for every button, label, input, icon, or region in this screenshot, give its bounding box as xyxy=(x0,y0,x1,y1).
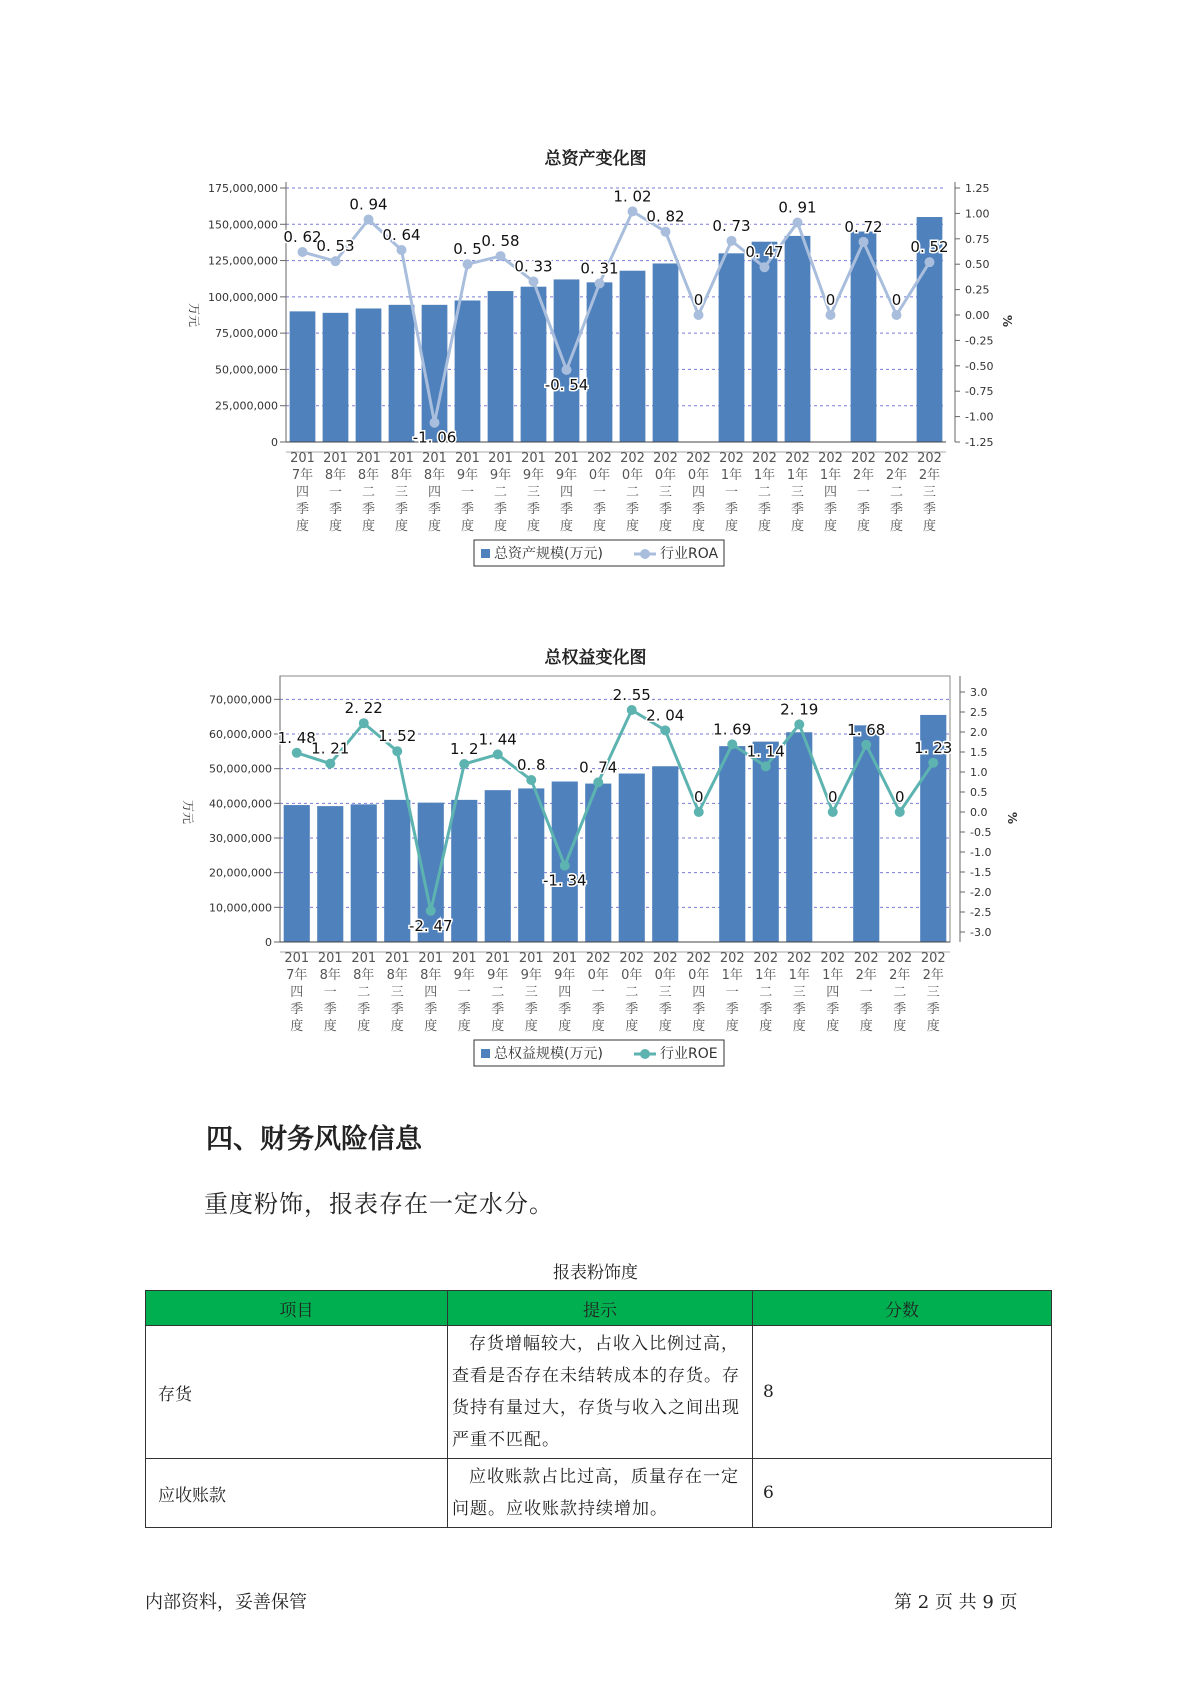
header-hint: 提示 xyxy=(448,1291,753,1326)
bar xyxy=(455,300,481,442)
right-tick-label: 0.50 xyxy=(965,258,990,272)
right-tick-label: 2.5 xyxy=(970,706,988,719)
data-label: 1. 02 xyxy=(613,187,652,206)
row-score: 8 xyxy=(753,1326,1052,1459)
line-point xyxy=(925,257,935,267)
data-label: 0. 73 xyxy=(712,216,751,235)
table-row xyxy=(146,1326,1052,1459)
left-tick-label: 50,000,000 xyxy=(215,363,278,377)
right-tick-label: -1.25 xyxy=(965,436,994,449)
right-tick-label: -1.00 xyxy=(965,410,994,424)
category-label: 201 8年四季度 xyxy=(418,951,444,1034)
data-label: 0 xyxy=(693,788,704,806)
line-point xyxy=(526,775,536,785)
line-point xyxy=(595,279,605,289)
legend-line-marker xyxy=(640,549,650,559)
bar xyxy=(356,308,382,442)
row-hint: 存货增幅较大，占收入比例过高，查看是否存在未结转成本的存货。存货持有量过大，存货与收入之间出现严重不匹配。 xyxy=(448,1326,753,1459)
data-label: 0. 74 xyxy=(579,758,618,777)
risk-summary: 重度粉饰，报表存在一定水分。 xyxy=(204,1190,554,1218)
data-label: 2. 22 xyxy=(344,699,383,718)
category-label: 202 0年三季度 xyxy=(652,951,678,1034)
right-tick-label: -2.5 xyxy=(970,906,992,919)
legend-line-marker xyxy=(640,1049,650,1059)
bar xyxy=(317,806,343,942)
right-tick-label: 0.25 xyxy=(965,283,990,297)
category-label: 201 9年三季度 xyxy=(521,451,546,534)
bar xyxy=(653,263,679,442)
category-label: 201 9年三季度 xyxy=(518,951,544,1034)
data-label: 2. 19 xyxy=(780,700,819,719)
data-label: 0. 62 xyxy=(283,228,322,247)
line-point xyxy=(793,218,803,228)
right-tick-label: -0.75 xyxy=(965,385,994,399)
data-label: 1. 14 xyxy=(746,742,785,761)
row-item: 应收账款 xyxy=(146,1459,448,1528)
category-label: 201 8年二季度 xyxy=(351,951,377,1034)
right-tick-label: 1.5 xyxy=(970,746,988,759)
row-score: 6 xyxy=(753,1459,1052,1528)
left-tick-label: 40,000,000 xyxy=(209,797,272,811)
bar xyxy=(719,253,745,442)
category-label: 202 2年二季度 xyxy=(887,951,913,1034)
data-label: 1. 69 xyxy=(713,720,752,739)
category-label: 202 1年四季度 xyxy=(820,951,846,1034)
data-label: 1. 23 xyxy=(914,738,953,757)
data-label: 0. 8 xyxy=(516,756,546,774)
category-label: 201 9年一季度 xyxy=(451,951,477,1034)
bar xyxy=(290,311,316,442)
legend-line-label: 行业ROA xyxy=(660,546,719,562)
left-tick-label: 0 xyxy=(271,436,278,449)
data-label: -0. 54 xyxy=(544,375,589,394)
legend-bar-swatch xyxy=(481,549,490,558)
data-label: 0. 5 xyxy=(453,240,482,259)
data-label: 0 xyxy=(693,291,704,309)
line-point xyxy=(397,245,407,255)
header-score: 分数 xyxy=(753,1291,1052,1326)
bar xyxy=(518,788,544,942)
data-label: 0. 33 xyxy=(514,257,553,276)
category-label: 202 1年二季度 xyxy=(752,451,777,534)
section-heading: 四、财务风险信息 xyxy=(206,1124,422,1155)
data-label: 0. 52 xyxy=(910,238,949,257)
data-label: 0 xyxy=(894,788,905,806)
line-point xyxy=(496,251,506,261)
right-tick-label: -1.0 xyxy=(970,846,992,859)
category-label: 201 8年三季度 xyxy=(389,451,414,534)
data-label: 0. 64 xyxy=(382,225,421,244)
bar xyxy=(351,804,377,942)
category-label: 202 2年二季度 xyxy=(884,451,909,534)
left-tick-label: 125,000,000 xyxy=(208,254,278,268)
line-point xyxy=(660,725,670,735)
left-tick-label: 175,000,000 xyxy=(208,182,278,195)
line-point xyxy=(895,807,905,817)
category-label: 201 8年三季度 xyxy=(384,951,410,1034)
category-label: 202 2年三季度 xyxy=(920,951,946,1034)
line-point xyxy=(861,740,871,750)
data-label: -1. 06 xyxy=(412,428,457,447)
legend-bar-swatch xyxy=(481,1049,490,1058)
category-label: 202 1年三季度 xyxy=(786,951,812,1034)
data-label: 0 xyxy=(891,291,902,309)
table-header-row xyxy=(146,1291,1052,1326)
line-point xyxy=(463,259,473,269)
right-tick-label: 1.25 xyxy=(965,182,990,195)
category-label: 202 0年三季度 xyxy=(653,451,678,534)
line-point xyxy=(727,739,737,749)
line-point xyxy=(325,759,335,769)
right-tick-label: 2.0 xyxy=(970,726,988,739)
table-caption: 报表粉饰度 xyxy=(553,1263,638,1283)
category-label: 202 2年一季度 xyxy=(853,951,879,1034)
bar xyxy=(384,800,410,942)
data-label: 0 xyxy=(825,291,836,309)
right-tick-label: 0.5 xyxy=(970,786,988,799)
category-label: 201 9年一季度 xyxy=(455,451,480,534)
line-point xyxy=(760,262,770,272)
line-point xyxy=(292,748,302,758)
category-label: 201 9年四季度 xyxy=(552,951,578,1034)
bar xyxy=(389,305,415,442)
line-point xyxy=(426,906,436,916)
category-label: 202 0年二季度 xyxy=(619,951,645,1034)
line-point xyxy=(593,777,603,787)
line-point xyxy=(560,861,570,871)
bar xyxy=(753,742,779,942)
line-point xyxy=(928,758,938,768)
line-point xyxy=(529,276,539,286)
category-label: 202 0年一季度 xyxy=(585,951,611,1034)
legend-bar-label: 总权益规模(万元) xyxy=(494,1046,603,1062)
right-tick-label: -2.0 xyxy=(970,886,992,899)
bar xyxy=(785,236,811,442)
line-point xyxy=(892,310,902,320)
category-label: 201 9年四季度 xyxy=(554,451,579,534)
line-point xyxy=(859,237,869,247)
left-tick-label: 25,000,000 xyxy=(215,399,278,413)
data-label: 0. 31 xyxy=(580,259,619,278)
right-axis-label: % xyxy=(1000,315,1014,328)
line-point xyxy=(727,236,737,246)
line-point xyxy=(694,807,704,817)
row-item: 存货 xyxy=(146,1326,448,1459)
equity-chart-title: 总权益变化图 xyxy=(544,648,647,668)
line-point xyxy=(298,247,308,257)
right-tick-label: -0.5 xyxy=(970,826,992,839)
data-label: 0. 82 xyxy=(646,207,685,226)
right-tick-label: 0.75 xyxy=(965,232,990,246)
line-point xyxy=(694,310,704,320)
category-label: 202 0年一季度 xyxy=(587,451,612,534)
left-tick-label: 20,000,000 xyxy=(209,866,272,880)
data-label: 0. 47 xyxy=(745,243,784,262)
legend-line-label: 行业ROE xyxy=(660,1046,718,1062)
right-tick-label: 1.00 xyxy=(965,207,990,221)
line-point xyxy=(826,310,836,320)
bar xyxy=(451,800,477,942)
data-label: 0. 91 xyxy=(778,198,817,217)
category-label: 201 8年一季度 xyxy=(323,451,348,534)
data-label: 1. 68 xyxy=(847,720,886,739)
category-label: 202 2年三季度 xyxy=(917,451,942,534)
line-point xyxy=(661,227,671,237)
data-label: 0. 72 xyxy=(844,217,883,236)
bar xyxy=(620,271,646,442)
header-item: 项目 xyxy=(146,1291,448,1326)
line-point xyxy=(794,719,804,729)
bar xyxy=(853,725,879,942)
data-label: 0. 94 xyxy=(349,195,388,214)
category-label: 202 1年四季度 xyxy=(818,451,843,534)
category-label: 202 0年四季度 xyxy=(686,451,711,534)
category-label: 202 1年一季度 xyxy=(719,451,744,534)
table-row xyxy=(146,1459,1052,1528)
data-label: 2. 55 xyxy=(612,686,651,704)
bar xyxy=(284,805,310,942)
right-tick-label: 1.0 xyxy=(970,766,988,779)
category-label: 201 8年四季度 xyxy=(422,451,447,534)
row-hint: 应收账款占比过高，质量存在一定问题。应收账款持续增加。 xyxy=(448,1459,753,1528)
left-tick-label: 10,000,000 xyxy=(209,901,272,915)
data-label: 1. 52 xyxy=(378,727,417,746)
footer-confidential: 内部资料，妥善保管 xyxy=(145,1592,307,1613)
total-equity-chart xyxy=(0,670,1191,1090)
category-label: 201 7年四季度 xyxy=(290,451,315,534)
category-label: 202 2年一季度 xyxy=(851,451,876,534)
category-label: 201 7年四季度 xyxy=(284,951,310,1034)
left-tick-label: 50,000,000 xyxy=(209,762,272,776)
data-label: 2. 04 xyxy=(646,706,685,725)
data-label: 0 xyxy=(827,788,838,806)
footer-page-number: 第 2 页 共 9 页 xyxy=(894,1592,1018,1613)
right-tick-label: 0.0 xyxy=(970,806,988,819)
right-axis-label: % xyxy=(1005,812,1019,825)
line-point xyxy=(562,365,572,375)
line-point xyxy=(761,761,771,771)
line-point xyxy=(430,418,440,428)
line-point xyxy=(364,214,374,224)
data-label: 1. 44 xyxy=(478,730,517,749)
data-label: 1. 21 xyxy=(311,739,350,758)
bar xyxy=(719,746,745,942)
right-tick-label: -3.0 xyxy=(970,926,992,939)
data-label: 0. 53 xyxy=(316,237,355,256)
left-tick-label: 75,000,000 xyxy=(215,327,278,341)
bar xyxy=(652,766,678,942)
line-point xyxy=(627,705,637,715)
bar xyxy=(485,790,511,942)
category-label: 201 9年二季度 xyxy=(485,951,511,1034)
data-label: -2. 47 xyxy=(408,916,453,935)
line-point xyxy=(828,807,838,817)
bar xyxy=(323,313,349,442)
left-tick-label: 60,000,000 xyxy=(209,728,272,741)
category-label: 202 1年三季度 xyxy=(785,451,810,534)
right-tick-label: 0.00 xyxy=(965,309,990,322)
category-label: 202 0年二季度 xyxy=(620,451,645,534)
data-label: 1. 48 xyxy=(277,728,316,747)
bar xyxy=(521,287,547,442)
data-label: 1. 2 xyxy=(449,740,479,758)
left-axis-label: 万元 xyxy=(187,302,201,328)
line-point xyxy=(331,256,341,266)
risk-table xyxy=(145,1290,1052,1528)
category-label: 202 1年一季度 xyxy=(719,951,745,1034)
data-label: -1. 34 xyxy=(542,871,587,890)
left-tick-label: 30,000,000 xyxy=(209,832,272,845)
total-assets-chart xyxy=(0,170,1191,590)
right-tick-label: -1.5 xyxy=(970,866,992,879)
line-point xyxy=(392,746,402,756)
right-tick-label: 3.0 xyxy=(970,686,988,699)
bar xyxy=(488,291,514,442)
category-label: 202 0年四季度 xyxy=(686,951,712,1034)
line-point xyxy=(459,759,469,769)
category-label: 202 1年二季度 xyxy=(753,951,779,1034)
bar xyxy=(786,732,812,942)
left-tick-label: 100,000,000 xyxy=(208,290,278,304)
asset-chart-title: 总资产变化图 xyxy=(544,149,647,169)
legend-bar-label: 总资产规模(万元) xyxy=(494,546,603,562)
left-tick-label: 70,000,000 xyxy=(209,693,272,707)
right-tick-label: -0.50 xyxy=(965,359,994,373)
line-point xyxy=(493,749,503,759)
category-label: 201 8年一季度 xyxy=(317,951,343,1034)
right-tick-label: -0.25 xyxy=(965,334,994,348)
line-point xyxy=(359,718,369,728)
left-tick-label: 150,000,000 xyxy=(208,218,278,232)
category-label: 201 8年二季度 xyxy=(356,451,381,534)
left-axis-label: 万元 xyxy=(181,799,195,825)
category-label: 201 9年二季度 xyxy=(488,451,513,534)
data-label: 0. 58 xyxy=(481,232,520,251)
bar xyxy=(619,774,645,942)
left-tick-label: 0 xyxy=(265,936,272,949)
bar xyxy=(554,279,580,442)
line-point xyxy=(628,206,638,216)
